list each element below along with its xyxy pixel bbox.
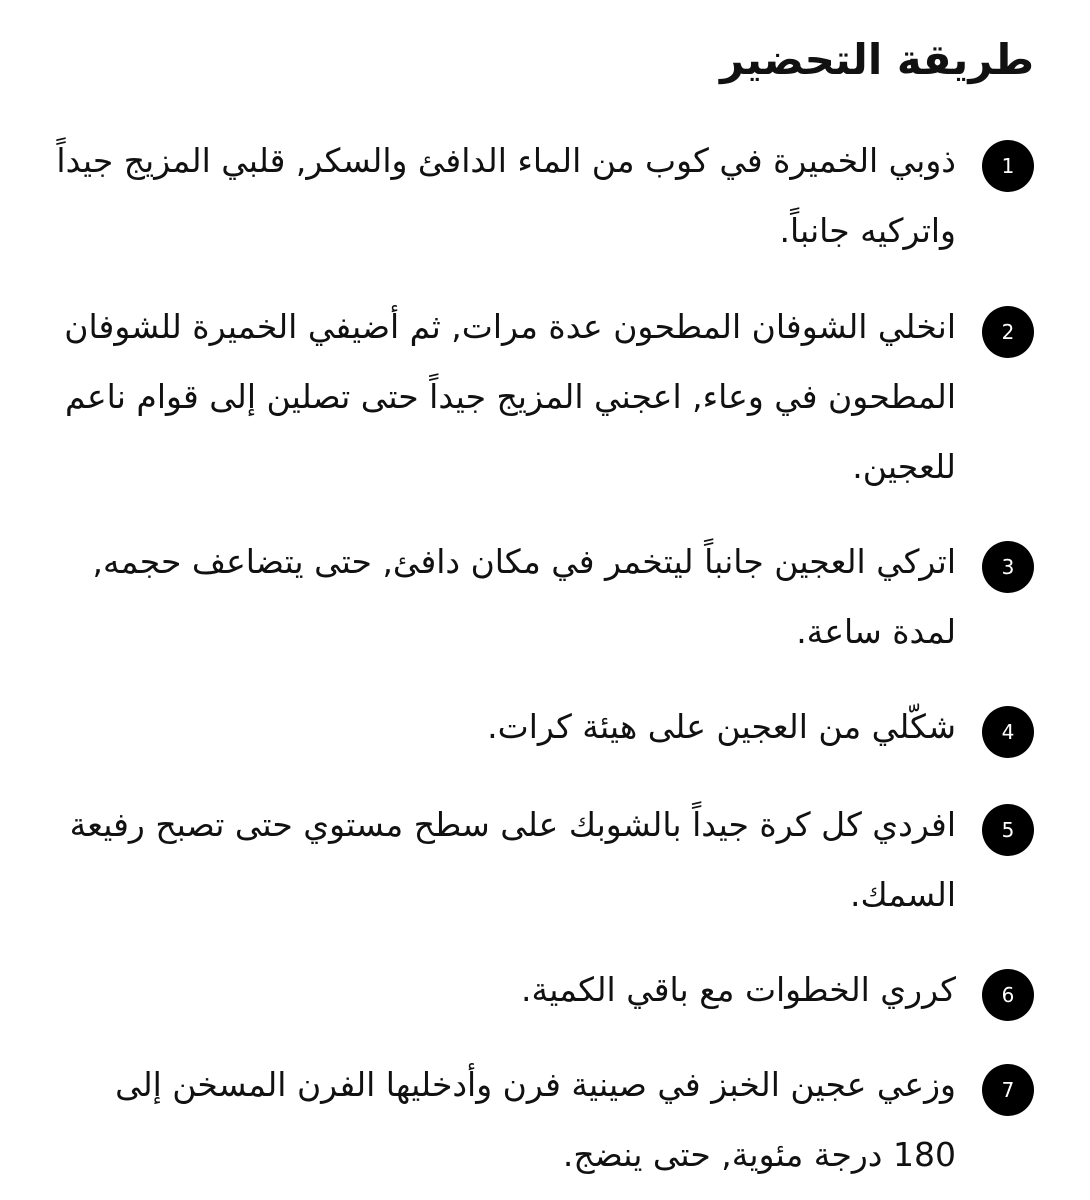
step-number-badge: 6 xyxy=(982,969,1034,1021)
section-title: طريقة التحضير xyxy=(719,35,1034,84)
step-item xyxy=(50,126,1034,266)
step-number-badge: 5 xyxy=(982,804,1034,856)
step-number-badge: 2 xyxy=(982,306,1034,358)
step-text: انخلي الشوفان المطحون عدة مرات, ثم أضيفي الخميرة للشوفان المطحون في وعاء, اعجني المزيج جيداً حتى تصلين إلى قوام ناعم للعجين. xyxy=(64,307,956,486)
step-item xyxy=(50,292,1034,502)
step-number-badge: 3 xyxy=(982,541,1034,593)
step-text: ذوبي الخميرة في كوب من الماء الدافئ والسكر, قلبي المزيج جيداً واتركيه جانباً. xyxy=(56,141,956,250)
step-number-badge: 7 xyxy=(982,1064,1034,1116)
step-item xyxy=(50,692,1034,762)
step-text: وزعي عجين الخبز في صينية فرن وأدخليها الفرن المسخن إلى 180 درجة مئوية, حتى ينضج. xyxy=(115,1065,956,1174)
step-text: شكّلي من العجين على هيئة كرات. xyxy=(487,707,956,746)
step-item xyxy=(50,1050,1034,1190)
step-number-badge: 1 xyxy=(982,140,1034,192)
step-item xyxy=(50,955,1034,1025)
step-number-badge: 4 xyxy=(982,706,1034,758)
step-item xyxy=(50,790,1034,930)
step-text: اتركي العجين جانباً ليتخمر في مكان دافئ, حتى يتضاعف حجمه, لمدة ساعة. xyxy=(92,542,956,651)
step-text: كرري الخطوات مع باقي الكمية. xyxy=(521,970,956,1009)
step-item xyxy=(50,527,1034,667)
step-text: افردي كل كرة جيداً بالشوبك على سطح مستوي حتى تصبح رفيعة السمك. xyxy=(69,805,956,914)
